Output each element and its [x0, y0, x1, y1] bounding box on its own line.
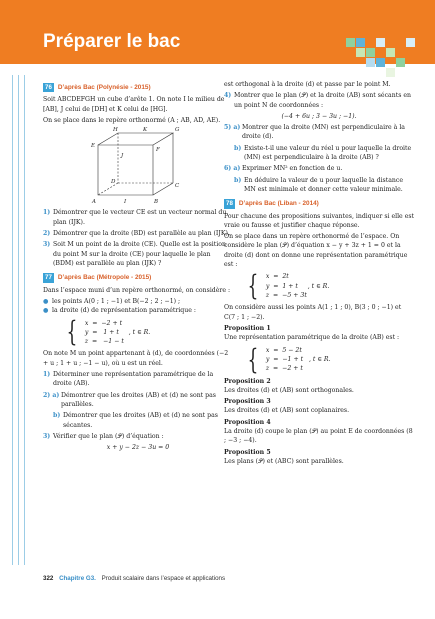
exercise-number: 78	[226, 200, 233, 208]
question: 4) Montrer que le plan (𝒫) et la droite (AB) sont sécants en un point N de coordonnées :	[224, 92, 411, 109]
parametric-system: { x = 2t y = 1 + t , t ∈ R. z = −5 + 3t	[247, 269, 330, 303]
proposition-text: Les droites (d) et (AB) sont coplanaires.	[224, 407, 350, 415]
label-G: G	[175, 127, 180, 134]
label-A: A	[92, 199, 96, 206]
question: 1) Déterminer une représentation paramétrique de la droite (AB).	[43, 371, 214, 388]
parametric-system: { x = 5 − 2t y = −1 + t , t ∈ R. z = −2 + t	[247, 342, 331, 376]
proposition-title: Proposition 5	[224, 448, 271, 456]
page-title: Préparer le bac	[43, 31, 181, 52]
continued-text: est orthogonal à la droite (d) et passe par le point M.	[224, 81, 391, 88]
label-J: J	[121, 153, 124, 160]
exercise-77-header	[43, 273, 233, 282]
points-text: On considère aussi les points A(1 ; 1 ; 0), B(3 ; 0 ; −1) et C(7 ; 1 ; −2).	[224, 304, 402, 321]
exercise-78-header	[224, 199, 414, 208]
right-column	[224, 80, 414, 468]
exercise-intro: Dans l’espace muni d’un repère orthonormé, on considère :	[43, 286, 231, 294]
question: 6) a) Exprimer MN² en fonction de u.	[224, 165, 343, 173]
proposition-title: Proposition 2	[224, 377, 271, 385]
label-D: D	[111, 179, 116, 186]
list-item: ● les points A(0 ; 1 ; −1) et B(−2 ; 2 ; −1) ;	[43, 297, 181, 305]
decorative-squares	[346, 38, 426, 78]
exercise-76-header	[43, 83, 233, 92]
question: 3) Soit M un point de la droite (CE). Quelle est la position du point M sur la droite (CE) pour laquelle le plan (BDM) est parallèle au plan (IJK) ?	[43, 241, 226, 267]
label-I: I	[124, 199, 127, 206]
list-item: ● la droite (d) de représentation paramétrique :	[43, 307, 196, 315]
exercise-number: 76	[45, 84, 52, 91]
label-H: H	[113, 127, 118, 134]
question: 5) a) Montrer que la droite (MN) est perpendiculaire à la droite (d).	[224, 124, 405, 141]
margin-line	[18, 75, 19, 565]
page-number: 322	[43, 575, 54, 582]
question: 2) Démontrer que la droite (BD) est parallèle au plan (IJK).	[43, 230, 230, 238]
cube-figure	[43, 127, 233, 205]
label-B: B	[154, 199, 159, 206]
margin-line	[12, 75, 13, 565]
proposition-title: Proposition 1	[224, 324, 271, 332]
exercise-intro: On se place dans un repère orthonormé de l’espace. On considère le plan (𝒫) d’équation x − y + 3z + 1 = 0 et la droite (d) dont on donne une représentation paramétrique est :	[224, 233, 408, 269]
exercise-intro: On se place dans le repère orthonormé (A ; AB, AD, AE).	[43, 116, 221, 124]
question: 3) Vérifier que le plan (𝒫) d’équation :	[43, 432, 164, 440]
question: b) Démontrer que les droites (AB) et (d) ne sont pas sécantes.	[53, 412, 218, 429]
page-footer	[43, 575, 225, 582]
label-K: K	[143, 127, 148, 134]
left-column	[43, 80, 233, 454]
exercise-intro: Soit ABCDEFGH un cube d’arête 1. On note I le milieu de [AB], J celui de [DH] et K celui de [HG].	[43, 96, 225, 113]
exercise-number: 77	[45, 274, 52, 282]
parametric-system: { x = −2 + t y = 1 + t , t ∈ R. z = −1 − t	[66, 315, 151, 349]
proposition-title: Proposition 3	[224, 398, 271, 406]
proposition-text: Les plans (𝒫) et (ABC) sont parallèles.	[224, 457, 344, 465]
proposition-text: Les droites (d) et (AB) sont orthogonales.	[224, 386, 354, 394]
question: 1) Démontrer que le vecteur CE est un vecteur normal du plan (IJK).	[43, 209, 227, 226]
question: b) En déduire la valeur de u pour laquelle la distance MN est minimale et donner cette valeur minimale.	[234, 176, 404, 193]
exercise-note: On note M un point appartenant à (d), de coordonnées (−2 + u ; 1 + u ; −1 − u), où u est un réel.	[43, 350, 229, 367]
equation: (−4 + 6u ; 3 − 3u ; −1).	[281, 112, 357, 120]
proposition-text: Une représentation paramétrique de la droite (AB) est :	[224, 334, 400, 342]
chapter-title: Produit scalaire dans l’espace et applications	[101, 575, 226, 582]
proposition-title: Proposition 4	[224, 418, 271, 426]
question: 2) a) Démontrer que les droites (AB) et (d) ne sont pas parallèles.	[43, 391, 216, 408]
margin-line	[24, 75, 25, 565]
label-F: F	[156, 147, 160, 154]
question: b) Existe-t-il une valeur du réel u pour laquelle la droite (MN) est perpendiculaire à la droite (AB) ?	[234, 144, 412, 162]
exercise-title: D’après Bac (Polynésie - 2015)	[57, 84, 151, 91]
label-E: E	[91, 143, 96, 150]
exercise-intro: Pour chacune des propositions suivantes, indiquer si elle est vraie ou fausse et justifier chaque réponse.	[224, 212, 415, 229]
label-C: C	[175, 183, 180, 190]
chapter-label: Chapitre G3.	[59, 575, 96, 582]
equation: x + y − 2z − 3u = 0	[106, 444, 170, 452]
exercise-title: D’après Bac (Liban - 2014)	[238, 200, 319, 208]
exercise-title: D’après Bac (Métropole - 2015)	[57, 274, 152, 282]
proposition-text: La droite (d) coupe le plan (𝒫) au point E de coordonnées (8 ; −3 ; −4).	[224, 428, 413, 445]
